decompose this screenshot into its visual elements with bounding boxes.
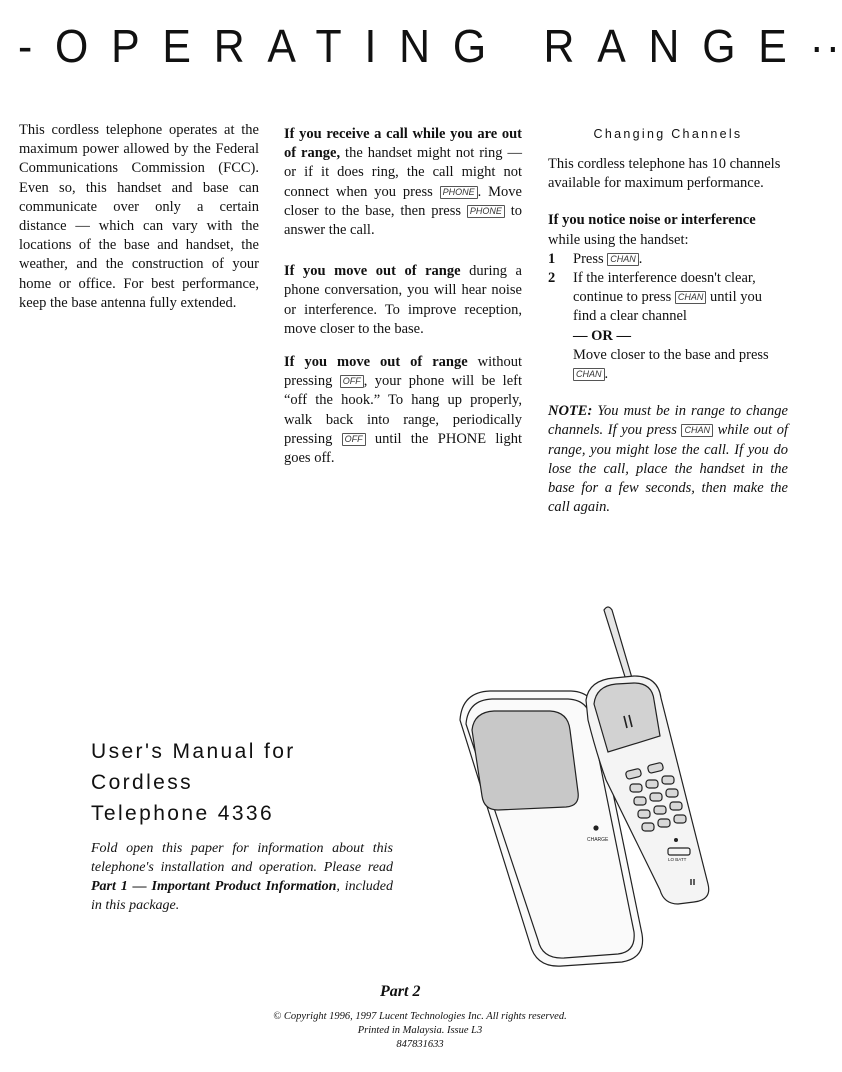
document-code: 847831633 [396, 1039, 444, 1050]
part1-reference: Part 1 — Important Product Information [91, 879, 337, 894]
text-run: . Move closer to the base, then press [284, 183, 522, 219]
chan-key-icon: CHAN [681, 424, 713, 437]
noise-paragraph [548, 211, 788, 249]
text-run: the handset might not ring — or if it does ring, the call might not connect when you press [284, 145, 523, 200]
text-run: without pressing [284, 354, 522, 390]
text-run: until the PHONE light goes off. [284, 430, 522, 467]
section-heading: Changing Channels [593, 127, 743, 141]
text-run: Move closer to the base and press [573, 346, 769, 363]
banner-dots: ·· [809, 20, 842, 72]
fold-open-instructions [91, 839, 393, 915]
text-run: . [604, 366, 609, 383]
text-run: Press [573, 250, 608, 267]
column-out-of-range [284, 125, 522, 482]
text-run: If the interference doesn't clear, continue to press [573, 270, 756, 306]
text-run: . [638, 250, 643, 267]
manual-title-line: Cordless [91, 771, 194, 794]
text-run: while out of range, you might lose the call. If you do lose the call, place the handset in the base for a few seconds, then make the call again. [548, 422, 788, 516]
text-run: , your phone will be left “off the hook.” To hang up properly, walk back into range, periodically pressing [284, 373, 522, 447]
banner-title: -OPERATING RANGE [18, 20, 810, 72]
chan-key-icon: CHAN [573, 368, 605, 381]
text-run: during a phone conversation, you will hear noise or interference. To improve reception, move closer to the base. [284, 263, 522, 337]
step-number: 2 [548, 270, 556, 287]
step-1 [548, 250, 788, 269]
phone-illustration [446, 596, 796, 976]
intro-paragraph: This cordless telephone operates at the maximum power allowed by the Federal Communications Commission (FCC). Even so, this handset and base can communicate over only a certain distance — which can vary with the locations of the base and handset, the weather, and the construction of your home or office. For best performance, keep the base antenna fully extended. [19, 122, 259, 311]
chan-key-icon: CHAN [607, 253, 639, 266]
move-out-lead: If you move out of range [284, 263, 461, 280]
page-banner [18, 18, 842, 74]
step-number: 1 [548, 250, 556, 267]
text-run: to answer the call. [284, 202, 522, 239]
column-changing-channels [548, 127, 788, 531]
manual-title-line: Telephone 4336 [91, 802, 275, 825]
text-run: while using the handset: [548, 231, 689, 248]
channels-paragraph: This cordless telephone has 10 channels available for maximum performance. [548, 156, 781, 192]
part-label: Part 2 [380, 983, 421, 1000]
conversation-paragraph [284, 262, 522, 339]
charge-label: CHARGE [587, 837, 609, 843]
manual-title [91, 736, 296, 829]
phone-key-icon: PHONE [467, 205, 505, 218]
text-run: , included in this package. [91, 879, 393, 913]
lo-batt-label: LO BATT [668, 857, 687, 862]
text-run: You must be in range to change channels. If you press [548, 403, 788, 439]
off-key-icon: OFF [340, 375, 364, 388]
receive-call-paragraph [284, 125, 522, 240]
receive-call-lead: If you receive a call while you are out of range, [284, 126, 522, 162]
or-divider: — OR — [573, 327, 631, 344]
move-out-lead: If you move out of range [284, 354, 468, 371]
copyright-line: © Copyright 1996, 1997 Lucent Technologies Inc. All rights reserved. [273, 1011, 567, 1022]
noise-lead: If you notice noise or interference [548, 212, 756, 229]
printed-line: Printed in Malaysia. Issue L3 [357, 1025, 483, 1036]
column-intro [19, 121, 259, 327]
hang-up-paragraph [284, 353, 522, 468]
chan-key-icon: CHAN [675, 291, 707, 304]
manual-title-line: User's Manual for [91, 740, 296, 763]
step-2 [548, 269, 788, 384]
phone-key-icon: PHONE [440, 186, 478, 199]
note-paragraph [548, 402, 788, 517]
off-key-icon: OFF [342, 433, 366, 446]
text-run: until you find a clear channel [573, 289, 762, 325]
note-label: NOTE: [548, 403, 593, 420]
text-run: Fold open this paper for information about this telephone's installation and operation. Please read [91, 841, 393, 875]
